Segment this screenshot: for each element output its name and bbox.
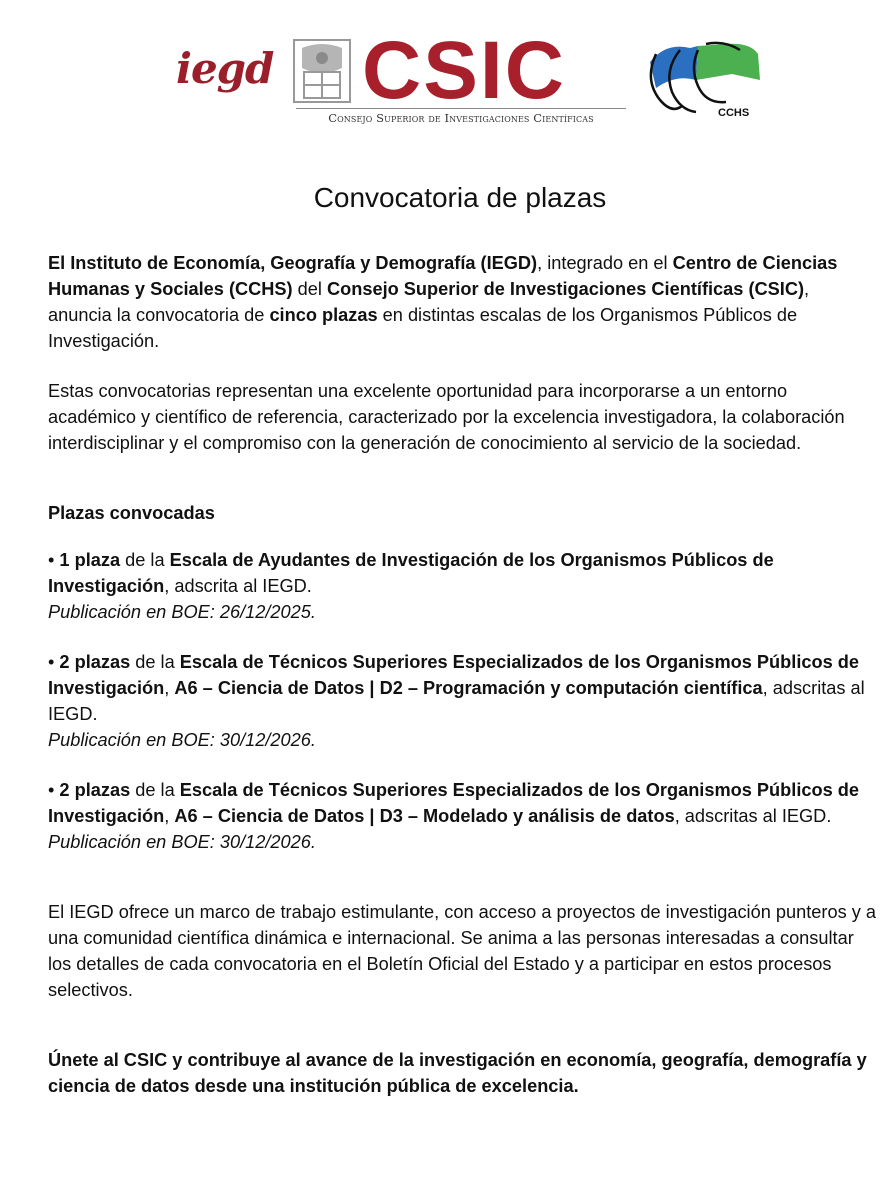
intro-text-3: , anuncia la convocatoria de	[48, 279, 810, 325]
list-item	[48, 547, 876, 625]
item-tail: , adscritas al IEGD.	[48, 678, 865, 724]
item-sep: ,	[164, 806, 175, 826]
item-tail: , adscrita al IEGD.	[164, 576, 312, 596]
list-item	[48, 777, 876, 855]
item-count: 2 plazas	[59, 652, 131, 672]
bullet: •	[48, 780, 60, 800]
item-sep: ,	[164, 678, 175, 698]
section-heading: Plazas convocadas	[48, 503, 215, 523]
item-specialty: A6 – Ciencia de Datos | D3 – Modelado y análisis de datos	[174, 806, 675, 826]
item-scale: Escala de Técnicos Superiores Especializados de los Organismos Públicos de Investigación	[48, 780, 860, 826]
intro-text-1: , integrado en el	[537, 253, 673, 273]
bullet: •	[48, 550, 60, 570]
closing-statement: Únete al CSIC y contribuye al avance de la investigación en economía, geografía, demografía y ciencia de datos desde una institución pública de excelencia.	[48, 1050, 867, 1096]
csic-logo: CSIC	[362, 25, 566, 116]
intro-cchs: Centro de Ciencias Humanas y Sociales (CCHS)	[48, 253, 838, 299]
item-scale: Escala de Técnicos Superiores Especializados de los Organismos Públicos de Investigación	[48, 652, 860, 698]
item-text: de la	[130, 652, 180, 672]
offer-paragraph: El IEGD ofrece un marco de trabajo estimulante, con acceso a proyectos de investigación punteros y a una comunidad científica dinámica e internacional. Se anima a las personas interesadas a consultar los detalles de cada convocatoria en el Boletín Oficial del Estado y a participar en estos procesos selectivos.	[48, 902, 876, 1000]
item-boe-date: Publicación en BOE: 26/12/2025.	[48, 602, 316, 622]
intro-count: cinco plazas	[269, 305, 378, 325]
csic-subtitle: Consejo Superior de Investigaciones Científicas	[296, 108, 626, 125]
cchs-label: CCHS	[718, 107, 750, 119]
item-boe-date: Publicación en BOE: 30/12/2026.	[48, 832, 316, 852]
bullet: •	[48, 652, 60, 672]
list-item	[48, 649, 876, 753]
item-tail: , adscritas al IEGD.	[674, 806, 832, 826]
page-title: Convocatoria de plazas	[313, 182, 607, 213]
item-specialty: A6 – Ciencia de Datos | D2 – Programación y computación científica	[174, 678, 763, 698]
iegd-logo: iegd	[176, 44, 274, 93]
header	[0, 0, 885, 140]
intro-text-2: del	[292, 279, 327, 299]
csic-shield-icon	[292, 38, 352, 104]
intro-iegd: El Instituto de Economía, Geografía y Demografía (IEGD)	[48, 253, 538, 273]
item-scale: Escala de Ayudantes de Investigación de los Organismos Públicos de Investigación	[48, 550, 774, 596]
intro-paragraph	[48, 250, 876, 354]
item-count: 2 plazas	[59, 780, 131, 800]
intro-text-4: en distintas escalas de los Organismos Públicos de Investigación.	[48, 305, 798, 351]
item-boe-date: Publicación en BOE: 30/12/2026.	[48, 730, 316, 750]
intro-csic: Consejo Superior de Investigaciones Científicas (CSIC)	[327, 279, 805, 299]
item-text: de la	[120, 550, 170, 570]
item-count: 1 plaza	[59, 550, 121, 570]
main-content	[48, 250, 876, 1099]
opportunity-paragraph: Estas convocatorias representan una excelente oportunidad para incorporarse a un entorno académico y científico de referencia, caracterizado por la excelencia investigadora, la colaboración interdisciplinar y el compromiso con la generación de conocimiento al servicio de la sociedad.	[48, 381, 845, 453]
item-text: de la	[130, 780, 180, 800]
